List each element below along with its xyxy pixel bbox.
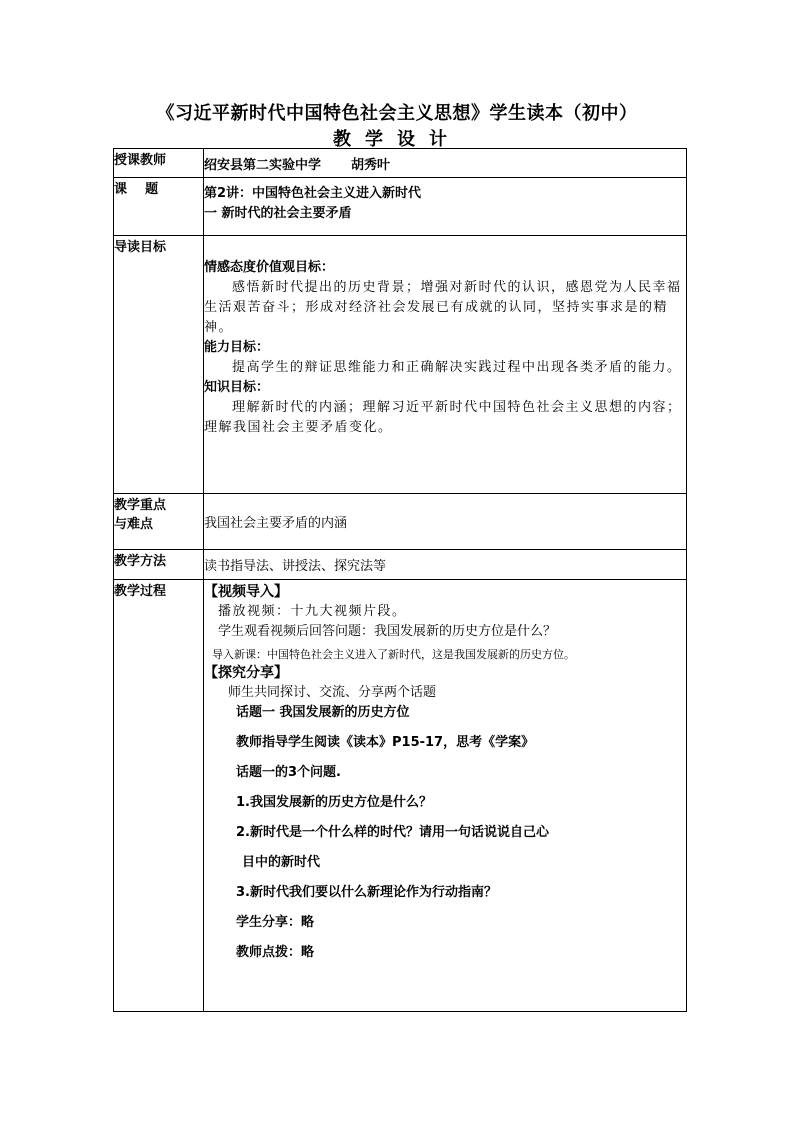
teacher-value (204, 149, 687, 178)
guide-text: 教师指导学生阅读《读本》P15-17，思考《学案》 (236, 735, 535, 750)
question-2b: 目中的新时代 (242, 855, 321, 870)
emotion-heading: 情感态度价值观目标： (204, 260, 335, 275)
lesson-plan-table (113, 148, 687, 1012)
topic-row (114, 178, 687, 236)
question-3: 3.新时代我们要以什么新理论作为行动指南？ (236, 885, 497, 900)
topic1-heading: 话题一 我国发展新的历史方位 (236, 705, 410, 720)
video-heading: 【视频导入】 (204, 584, 288, 600)
document-subtitle: 教学设计 (333, 129, 461, 150)
topic1-questions: 话题一的3个问题. (236, 765, 341, 780)
knowledge-text: 理解新时代的内涵；理解习近平新时代中国特色社会主义思想的内容；理解我国社会主要矛盾变化。 (204, 400, 682, 435)
question-2a: 2.新时代是一个什么样的时代？请用一句话说说自己心 (236, 825, 549, 840)
goals-value (204, 236, 687, 494)
video-line-2: 学生观看视频后回答问题：我国发展新的历史方位是什么？ (218, 624, 557, 639)
ability-heading: 能力目标： (204, 340, 270, 355)
explore-heading: 【探究分享】 (204, 665, 288, 681)
document-title: 《习近平新时代中国特色社会主义思想》学生读本（初中） (156, 103, 638, 124)
goals-label: 导读目标 (114, 236, 204, 494)
explore-line-1: 师生共同探讨、交流、分享两个话题 (228, 685, 437, 700)
topic-label: 课 题 (114, 178, 204, 236)
teacher-name: 胡秀叶 (351, 157, 391, 173)
keypoints-label-line-1: 教学重点 (114, 498, 167, 513)
keypoints-value: 我国社会主要矛盾的内涵 (204, 494, 687, 550)
keypoints-label-line-2: 与难点 (114, 517, 154, 532)
emotion-text: 感悟新时代提出的历史背景；增强对新时代的认识，感恩党为人民幸福生活艰苦奋斗；形成对经济社会发展已有成就的认同，坚持实事求是的精神。 (204, 280, 682, 335)
school-name: 绍安县第二实验中学 (204, 157, 322, 173)
intro-text: 导入新课：中国特色社会主义进入了新时代，这是我国发展新的历史方位。 (212, 648, 575, 661)
process-row (114, 580, 687, 1012)
topic-line-2: 一 新时代的社会主要矛盾 (204, 206, 352, 221)
question-1: 1.我国发展新的历史方位是什么？ (236, 795, 432, 810)
keypoints-label (114, 494, 204, 550)
methods-row (114, 550, 687, 580)
topic-value (204, 178, 687, 236)
student-share: 学生分享：略 (236, 915, 315, 930)
methods-value: 读书指导法、讲授法、探究法等 (204, 550, 687, 580)
goals-row (114, 236, 687, 494)
topic-line-1: 第2讲：中国特色社会主义进入新时代 (204, 186, 422, 201)
process-value (204, 580, 687, 1012)
teacher-label: 授课教师 (114, 149, 204, 178)
process-label: 教学过程 (114, 580, 204, 1012)
teacher-comment: 教师点拨：略 (236, 945, 315, 960)
video-line-1: 播放视频：十九大视频片段。 (218, 604, 407, 619)
keypoints-row (114, 494, 687, 550)
teacher-row (114, 149, 687, 178)
methods-label: 教学方法 (114, 550, 204, 580)
knowledge-heading: 知识目标： (204, 380, 270, 395)
ability-text: 提高学生的辩证思维能力和正确解决实践过程中出现各类矛盾的能力。 (232, 360, 682, 375)
